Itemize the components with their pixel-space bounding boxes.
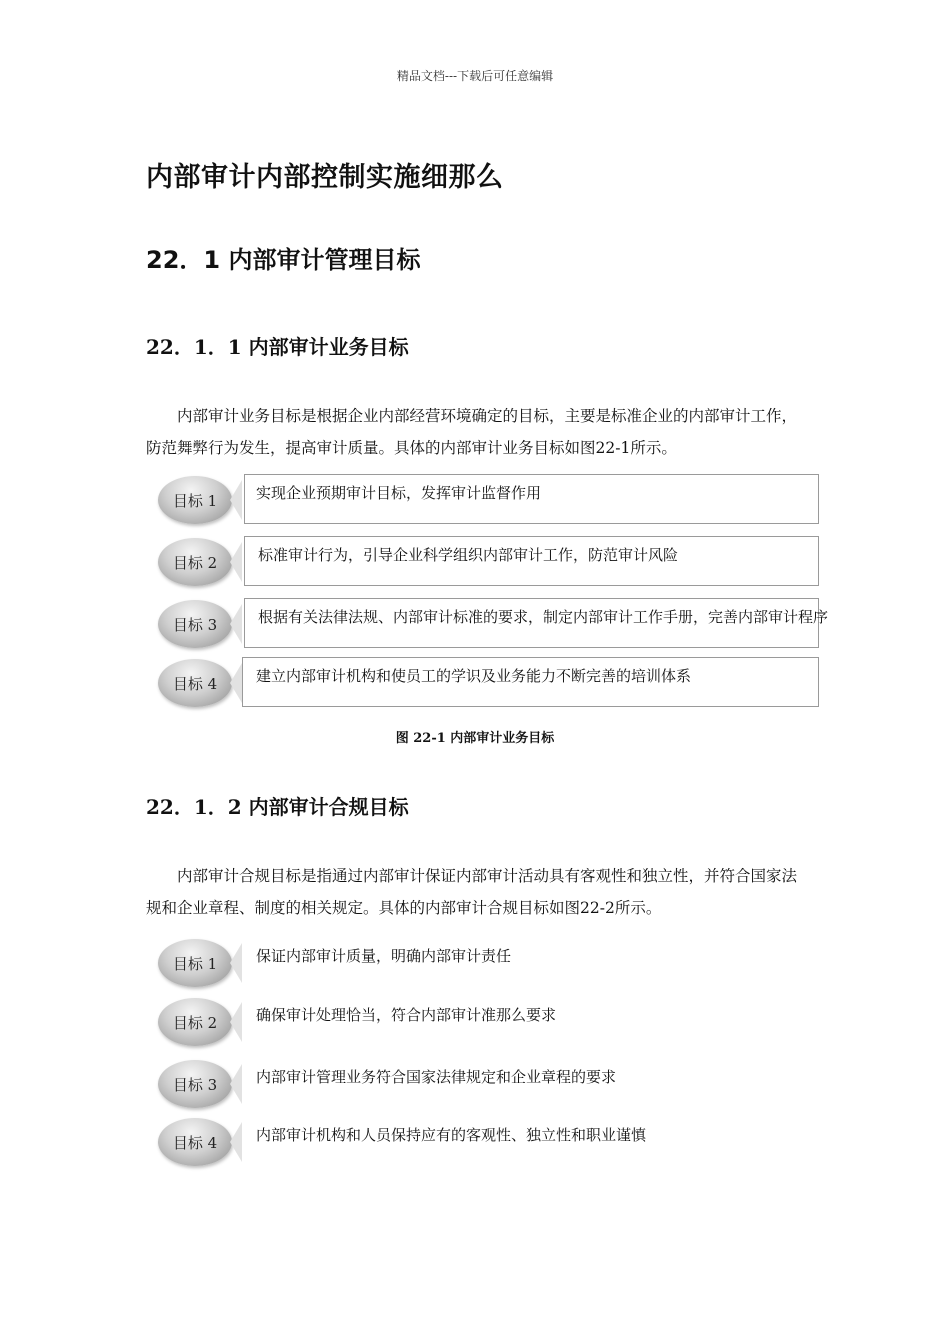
goal-badge: 目标 3 — [158, 1060, 232, 1108]
document-title: 内部审计内部控制实施细那么 — [146, 162, 504, 193]
goal-row — [158, 1058, 858, 1110]
arrow-notch-icon — [230, 663, 242, 703]
goal-text: 保证内部审计质量，明确内部审计责任 — [256, 947, 512, 965]
goal-row — [158, 657, 858, 709]
goal-row — [158, 1116, 858, 1168]
goal-badge: 目标 4 — [158, 1118, 232, 1166]
subsection-heading-2: 22．1．2 内部审计合规目标 — [146, 795, 409, 819]
paragraph-compliance-goals: 内部审计合规目标是指通过内部审计保证内部审计活动具有客观性和独立性，并符合国家法规和企业章程、制度的相关规定。具体的内部审计合规目标如图22-2所示。 — [146, 867, 798, 917]
goal-row — [158, 937, 858, 989]
goal-text: 内部审计管理业务符合国家法律规定和企业章程的要求 — [256, 1068, 617, 1086]
goal-text: 内部审计机构和人员保持应有的客观性、独立性和职业谨慎 — [256, 1126, 647, 1144]
goal-badge: 目标 3 — [158, 600, 232, 648]
goal-badge: 目标 2 — [158, 998, 232, 1046]
arrow-notch-icon — [230, 1002, 242, 1042]
goal-badge: 目标 1 — [158, 939, 232, 987]
arrow-notch-icon — [230, 480, 242, 520]
goal-text: 实现企业预期审计目标，发挥审计监督作用 — [256, 484, 542, 502]
goal-badge: 目标 4 — [158, 659, 232, 707]
paragraph-business-goals: 内部审计业务目标是根据企业内部经营环境确定的目标，主要是标准企业的内部审计工作，防范舞弊行为发生，提高审计质量。具体的内部审计业务目标如图22-1所示。 — [146, 407, 798, 457]
goal-text: 标准审计行为，引导企业科学组织内部审计工作，防范审计风险 — [258, 546, 679, 564]
arrow-notch-icon — [230, 1064, 242, 1104]
goal-text: 确保审计处理恰当，符合内部审计准那么要求 — [256, 1006, 557, 1024]
goal-badge: 目标 2 — [158, 538, 232, 586]
goal-text: 建立内部审计机构和使员工的学识及业务能力不断完善的培训体系 — [256, 667, 692, 685]
goal-text: 根据有关法律法规、内部审计标准的要求，制定内部审计工作手册，完善内部审计程序 — [258, 608, 829, 626]
subsection-heading-1: 22．1．1 内部审计业务目标 — [146, 335, 409, 359]
section-heading: 22．1 内部审计管理目标 — [146, 246, 421, 274]
goal-row — [158, 996, 858, 1048]
arrow-notch-icon — [230, 943, 242, 983]
arrow-notch-icon — [230, 604, 242, 644]
arrow-notch-icon — [230, 542, 242, 582]
figure-caption: 图 22-1 内部审计业务目标 — [395, 731, 555, 746]
goal-row — [158, 598, 858, 650]
goal-row — [158, 474, 858, 526]
goal-row — [158, 536, 858, 588]
page-header: 精品文档---下载后可任意编辑 — [396, 69, 554, 83]
goal-badge: 目标 1 — [158, 476, 232, 524]
arrow-notch-icon — [230, 1122, 242, 1162]
